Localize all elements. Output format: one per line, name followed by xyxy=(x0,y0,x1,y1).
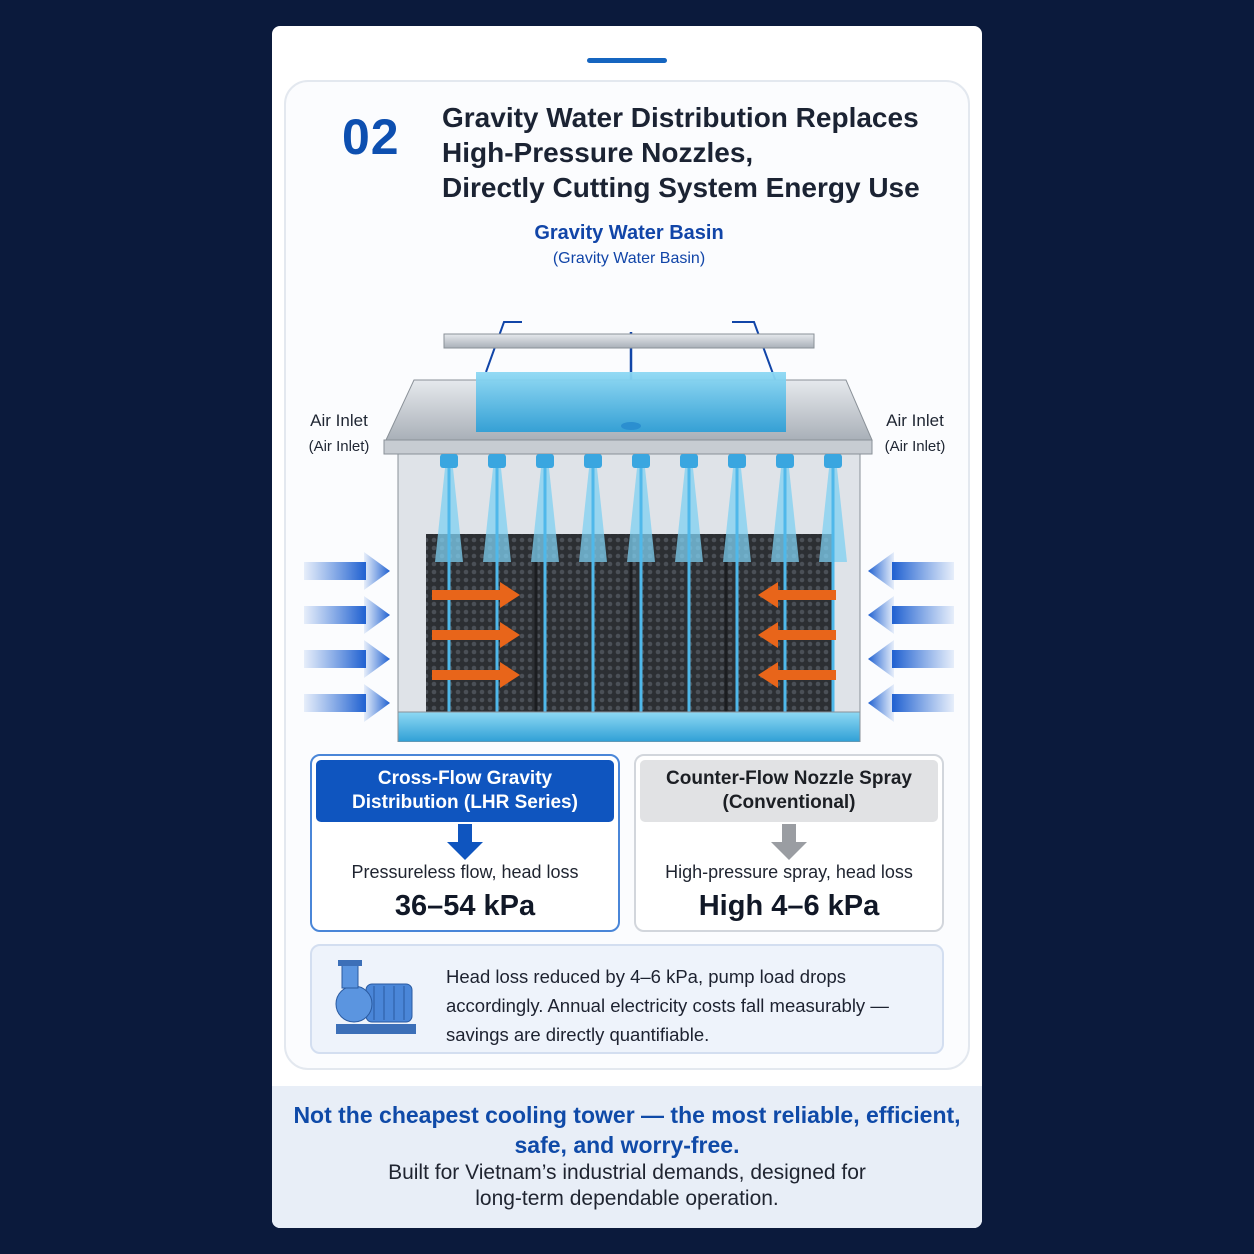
sub-tagline-line: long-term dependable operation. xyxy=(475,1187,779,1210)
comparison-card-nozzle xyxy=(634,754,944,932)
down-arrow-icon xyxy=(443,824,487,860)
savings-note xyxy=(310,944,944,1054)
content-panel xyxy=(284,80,970,1070)
comparison-title-line: (Conventional) xyxy=(722,792,856,813)
air-inlet-text: Air Inlet xyxy=(886,411,944,430)
basin-label: Gravity Water Basin xyxy=(534,222,724,244)
nozzle xyxy=(488,454,506,468)
comparison-card-title xyxy=(640,760,938,822)
nozzle xyxy=(776,454,794,468)
infographic-card xyxy=(272,26,982,1228)
section-title xyxy=(442,100,962,205)
tagline-line: safe, and worry-free. xyxy=(514,1132,740,1158)
comparison-desc: High-pressure spray, head loss xyxy=(665,862,913,882)
section-number: 02 xyxy=(342,109,400,165)
comparison-desc: Pressureless flow, head loss xyxy=(351,862,579,882)
title-line: Gravity Water Distribution Replaces xyxy=(442,102,919,133)
sub-tagline-line: Built for Vietnam’s industrial demands, designed for xyxy=(388,1161,866,1184)
air-inlet-text: Air Inlet xyxy=(310,411,368,430)
savings-text xyxy=(446,962,936,1049)
savings-text-line: savings are directly quantifiable. xyxy=(446,1024,710,1045)
title-line: Directly Cutting System Energy Use xyxy=(442,172,920,203)
nozzle xyxy=(824,454,842,468)
savings-text-line: Head loss reduced by 4–6 kPa, pump load drops xyxy=(446,966,847,987)
nozzle xyxy=(728,454,746,468)
pump-icon xyxy=(332,958,422,1042)
comparison-title-line: Distribution (LHR Series) xyxy=(352,792,578,813)
comparison-value: High 4–6 kPa xyxy=(698,890,880,922)
comparison-title-line: Counter-Flow Nozzle Spray xyxy=(666,768,912,789)
air-inlet-subtext: (Air Inlet) xyxy=(308,438,370,455)
nozzle xyxy=(632,454,650,468)
air-inlet-subtext: (Air Inlet) xyxy=(884,438,946,455)
sub-tagline xyxy=(272,1160,982,1212)
nozzle xyxy=(440,454,458,468)
comparison-title-line: Cross-Flow Gravity xyxy=(377,768,553,789)
tagline xyxy=(272,1100,982,1160)
down-arrow-icon xyxy=(767,824,811,860)
title-line: High-Pressure Nozzles, xyxy=(442,137,754,168)
comparison-card-title xyxy=(316,760,614,822)
nozzle xyxy=(584,454,602,468)
basin-sublabel: (Gravity Water Basin) xyxy=(552,250,706,267)
top-accent-bar xyxy=(587,58,667,63)
tagline-line: Not the cheapest cooling tower — the most reliable, efficient, xyxy=(293,1102,961,1128)
cooling-tower-diagram xyxy=(286,272,972,742)
comparison-value: 36–54 kPa xyxy=(394,890,536,922)
savings-text-line: accordingly. Annual electricity costs fall measurably — xyxy=(446,995,889,1016)
nozzle xyxy=(680,454,698,468)
comparison-card-gravity xyxy=(310,754,620,932)
footer-banner xyxy=(272,1086,982,1228)
nozzle xyxy=(536,454,554,468)
